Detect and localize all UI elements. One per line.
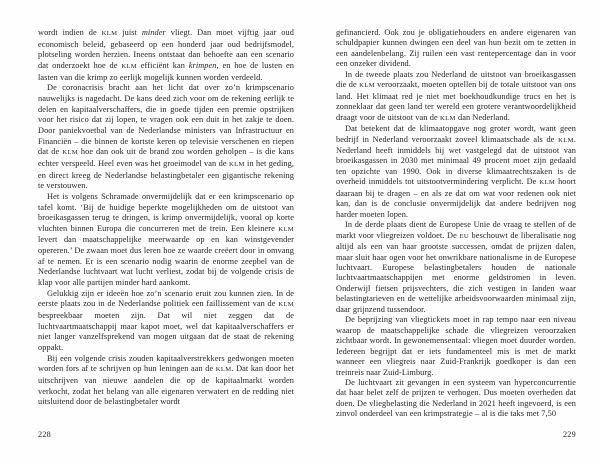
page-number-left: 228	[38, 430, 52, 439]
small-caps-abbr: KLM	[558, 136, 574, 144]
small-caps-abbr: KLM	[62, 149, 78, 157]
paragraph: Gelukkig zijn er ideeën hoe zo’n scenario eruit zou kunnen zien. In de eerste plaats zou in de Nederlandse politiek een faillissement van de KLM bespreekbaar moeten zijn. Dat wil niet zeggen dat de luchtvaartmaatschappij maar kapot moet, wel dat kapitaalverschaffers er niet langer vanzelfsprekend van mogen uitgaan dat de staat de rekening oppakt.	[38, 288, 294, 353]
small-caps-abbr: KLM	[101, 30, 118, 37]
small-caps-abbr: KLM	[539, 179, 556, 187]
paragraph: wordt indien de KLM juist minder vliegt. Dan moet vijftig jaar oud economisch beleid, gebaseerd op een honderd jaar oud bedrijfsmodel, plotseling worden herzien. Ineens ontstaat dan behoefte aan een scenario dat onderzoekt hoe de KLM efficiënt kan krimpen, en hoe de lusten en lasten van die krimp zo eerlijk mogelijk kunnen worden verdeeld.	[38, 28, 294, 82]
paragraph: Dat betekent dat de klimaatopgave nog groter wordt, want geen bedrijf in Nederland veroorzaakt zoveel klimaatschade als de KLM. Nederland heeft inmiddels bij wet vastgelegd dat de uitstoot van broeikasgassen in 2030 met minimaal 49 procent moet zijn gedaald ten opzichte van 1990. Ook in diverse klimaatrechtszaken is de overheid inmiddels tot uitstootvermindering verplicht. De KLM hoort daaraan bij te dragen – en als ze dat om wat voor redenen ook niet kan, dan is de conclusie onvermijdelijk dat andere bedrijven nog harder moeten lopen.	[336, 124, 576, 219]
small-caps-abbr: KLM	[278, 225, 294, 233]
left-page-text	[38, 28, 294, 408]
paragraph: gefinancierd. Ook zou je obligatiehouders en andere eigenaren van schuldpapier kunnen dwingen een deel van hun bezit om te zetten in een aandelenbelang. Zij ruilen een vast rentepercentage dan in voor een onzeker dividend.	[336, 28, 576, 69]
paragraph: In de tweede plaats zou Nederland de uitstoot van broeikasgassen die de KLM veroorzaakt, moeten optellen bij de totale uitstoot van ons land. Het klimaat red je niet met boekhoudkundige trucs en het is zonneklaar dat geen land ter wereld een grotere verantwoordelijkheid draagt voor de uitstoot van de KLM dan Nederland.	[336, 69, 576, 122]
paragraph: In de derde plaats dient de Europese Unie de vraag te stellen of de markt voor vliegreizen voldoet. De EU beschouwt de liberalisatie nog altijd als een van haar grootste successen, omdat de prijzen dalen, maar sluit haar ogen voor het onwrikbare nationalisme in de Europese luchtvaart. Europese belastingbetalers houden de nationale luchtvaartmaatschappijen met enorme geldstromen in leven. Onderwijl fietsen prijsvechters, die zich vestigen in landen waar belastingtarieven en de wettelijke arbeidsvoorwaarden minimaal zijn, daar grijnzend tussendoor.	[336, 220, 576, 314]
small-caps-abbr: KLM	[359, 82, 375, 90]
page-number-right: 229	[562, 430, 576, 439]
small-caps-abbr: KLM	[121, 62, 138, 70]
small-caps-abbr: KLM	[278, 301, 294, 309]
paragraph: De luchtvaart zit gevangen in een systeem van hyperconcurrentie dat haar belet zelf de prijzen te verhogen. Dus moeten overheden dat doen. De vliegbelasting die Nederland in 2021 heeft ingevoerd, is een zinvol onderdeel van een krimpstrategie – al is die taks met 7,50	[336, 377, 576, 419]
small-caps-abbr: EU	[459, 232, 469, 240]
small-caps-abbr: KLM	[228, 160, 245, 168]
paragraph: De coronacrisis bracht aan het licht dat over zo’n krimpscenario nauwelijks is nagedacht. De kans deed zich voor om de rekening eerlijk te delen en kapitaalverschaffers, die in goede tijden een premie opstrijken voor het risico dat zij lopen, te vragen ook een duit in het zakje te doen. Door paniekvoetbal van de Nederlandse ministers van Infrastructuur en Financiën – die binnen de kortste keren op televisie verschenen en riepen dat de KLM hoe dan ook uit de brand zou worden geholpen – is die kans echter verspeeld. Heel even was het groeimodel van de KLM in het geding, en direct kreeg de Nederlandse belastingbetaler een gigantische rekening te verstouwen.	[38, 83, 294, 191]
small-caps-abbr: KLM	[440, 114, 456, 122]
small-caps-abbr: KLM	[215, 366, 232, 374]
paragraph: Bij een volgende crisis zouden kapitaalverstrekkers gedwongen moeten worden fors af te schrijven op hun leningen aan de KLM. Dat kan door het uitschrijven van nieuwe aandelen die op de kapitaalmarkt worden verkocht, zodat het belang van alle eigenaren verwatert en de redding niet uitsluitend door de belastingbetaler wordt	[38, 353, 294, 407]
paragraph: Het is volgens Schramade onvermijdelijk dat er een krimpscenario op tafel komt. ‘Bij de huidige beperkte mogelijkheden om de uitstoot van broeikasgassen terug te dringen, is krimp onvermijdelijk, vooral op korte vluchten binnen Europa die concurreren met de trein. Een kleinere KLM levert dan maatschappelijke meerwaarde op en kan winstgevender opereren.’ De zwaan moet dus leren hoe ze waarde creëert door in omvang af te nemen. Er is een scenario nodig waarin de enorme zeepbel van de Nederlandse luchtvaart wat lucht verliest, zodat bij de volgende crisis de klap voor alle partijen minder hard aankomt.	[38, 191, 294, 288]
right-page-text	[336, 28, 576, 420]
page-right	[300, 0, 600, 461]
paragraph: De beprijzing van vliegtickets moet in rap tempo naar een niveau waarop de maatschappelijke schade die vliegreizen veroorzaken zichtbaar wordt. In gewonemensentaal: vliegen moet duurder worden. Iedereen begrijpt dat er iets fundamenteel mis is met de markt wanneer een vliegreis naar Zuid-Frankrijk goedkoper is dan een treinreis naar Zuid-Limburg.	[336, 315, 576, 377]
